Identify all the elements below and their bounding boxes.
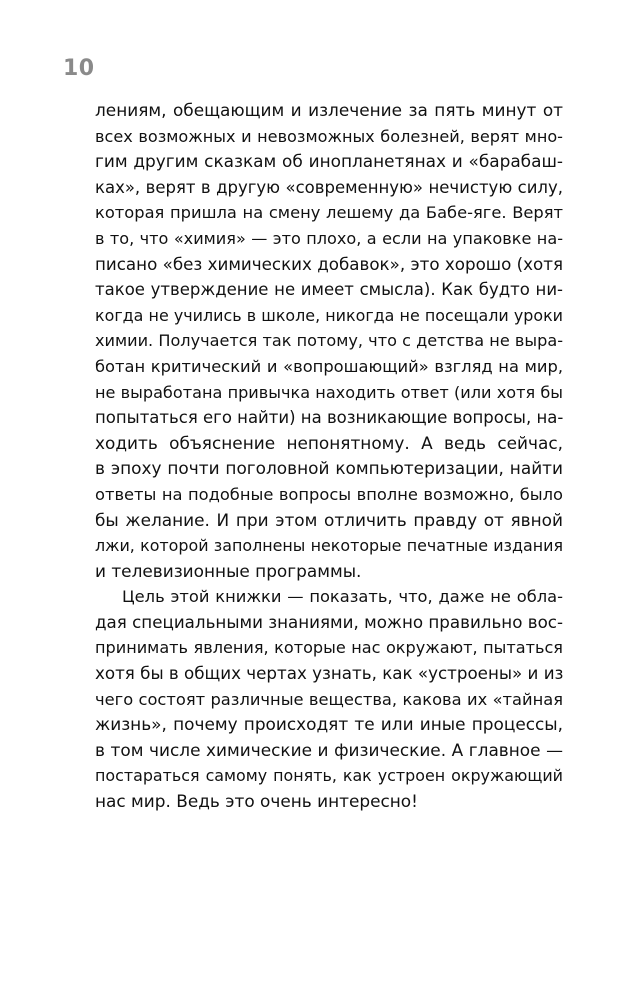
text-line: жизнь», почему происходят те или иные процессы, (95, 714, 563, 735)
text-line: такое утверждение не имеет смысла). Как будто ни- (95, 280, 563, 300)
text-line: ках», верят в другую «современную» нечистую силу, (95, 177, 563, 197)
text-line: хотя бы в общих чертах узнать, как «устроены» и из (95, 663, 564, 684)
body-text (95, 98, 563, 815)
text-line: и телевизионные программы. (95, 560, 362, 581)
text-line: в эпоху почти поголовной компьютеризации, найти (95, 458, 563, 479)
text-line: в то, что «химия» — это плохо, а если на упаковке на- (95, 228, 563, 248)
page-number: 10 (63, 56, 95, 81)
text-line: чего состоят различные вещества, какова их «тайная (95, 689, 563, 709)
text-line: всех возможных и невозможных болезней, верят мно- (95, 126, 563, 146)
text-line: ботан критический и «вопрошающий» взгляд на мир, (95, 356, 563, 376)
text-line: постараться самому понять, как устроен окружающий (95, 766, 563, 786)
text-line: ходить объяснение непонятному. А ведь сейчас, (95, 432, 563, 453)
text-line: дая специальными знаниями, можно правильно вос- (95, 611, 563, 632)
paragraph-first-line: Цель этой книжки — показать, что, даже не обла- (122, 587, 563, 607)
text-line: ответы на подобные вопросы вполне возможно, было (95, 484, 563, 504)
text-line: в том числе химические и физические. А главное — (95, 739, 563, 760)
text-line: принимать явления, которые нас окружают, пытаться (95, 638, 563, 658)
text-line: бы желание. И при этом отличить правду от явной (95, 509, 563, 530)
text-line: попытаться его найти) на возникающие вопросы, на- (95, 408, 564, 428)
text-line: гим другим сказкам об инопланетянах и «барабаш- (95, 151, 563, 172)
text-line: лжи, которой заполнены некоторые печатные издания (95, 536, 563, 556)
text-line: химии. Получается так потому, что с детства не выра- (95, 331, 563, 351)
text-line: когда не учились в школе, никогда не посещали уроки (95, 305, 563, 325)
text-line: нас мир. Ведь это очень интересно! (95, 791, 418, 812)
text-line: которая пришла на смену лешему да Бабе-яге. Верят (95, 203, 563, 223)
text-line: лениям, обещающим и излечение за пять минут от (95, 100, 563, 120)
text-line: писано «без химических добавок», это хорошо (хотя (95, 253, 563, 274)
text-line: не выработана привычка находить ответ (или хотя бы (95, 382, 563, 402)
